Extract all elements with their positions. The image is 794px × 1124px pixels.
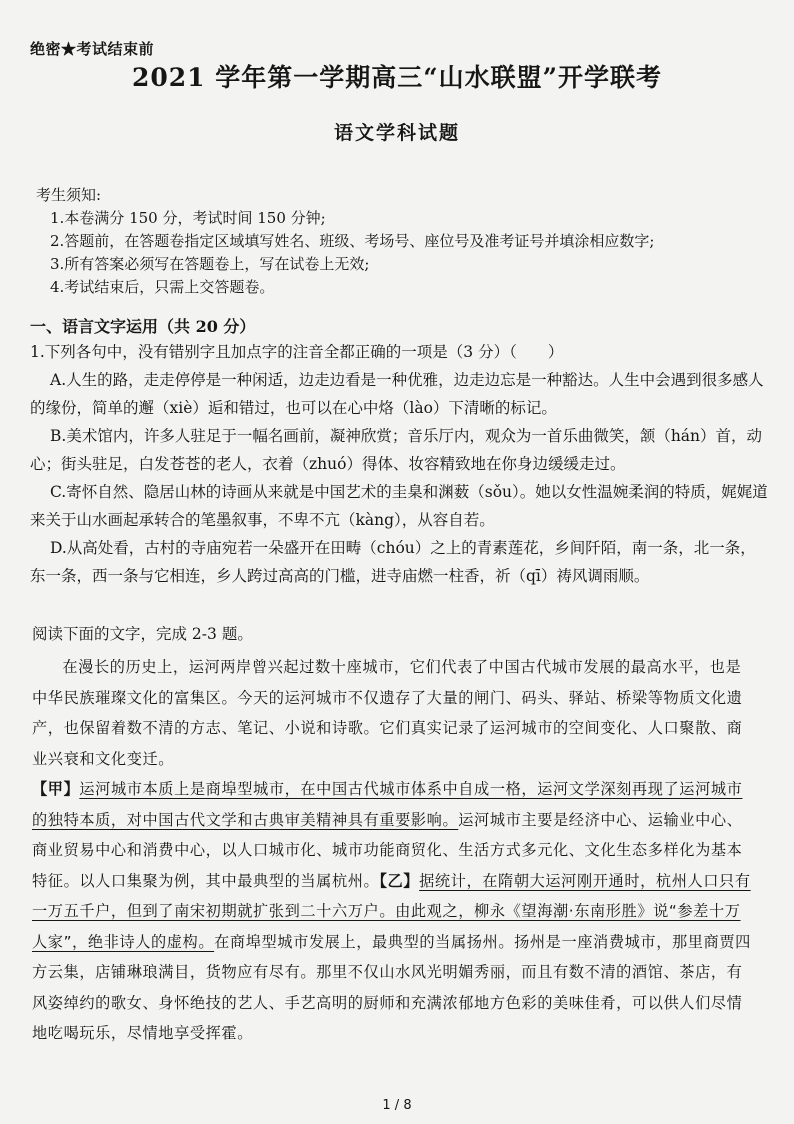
secret-label: 绝密★考试结束前 — [30, 40, 155, 58]
option-c: C.寄怀自然、隐居山林的诗画从来就是中国艺术的圭臬和渊薮（sǒu）。她以女性温婉柔润的特质，娓娓道来关于山水画起承转合的笔墨叙事，不卑不亢（kàng），从容自若。 — [30, 483, 768, 529]
underlined-sentence-jia: 运河城市本质上是商埠型城市，在中国古代城市体系中自成一格，运河文学深刻再现了运河城市的独特本质，对中国古代文学和古典审美精神具有重要影响。 — [32, 780, 743, 829]
candidate-notice — [36, 184, 654, 299]
option-b: B.美术馆内，许多人驻足于一幅名画前，凝神欣赏；音乐厅内，观众为一首乐曲微笑，颔（hán）首，动心；街头驻足，白发苍苍的老人，衣着（zhuó）得体、妆容精致地在你身边缓缓走过。 — [30, 427, 763, 473]
notice-item: 1.本卷满分 150 分，考试时间 150 分钟; — [50, 209, 326, 227]
passage-text: 运河城市主要是经济中心、运输业中心、商业贸易中心和消费中心，以人口城市化、城市功能商贸化、生活方式多元化、文化生态多样化为基本特征。以人口集聚为例，其中最典型的当属杭州。 — [32, 810, 743, 890]
question-1 — [30, 338, 770, 590]
exam-title: 2021 学年第一学期高三“山水联盟”开学联考 — [131, 63, 663, 92]
option-d: D.从高处看，古村的寺庙宛若一朵盛开在田畴（chóu）之上的青素莲花，乡间阡陌，南一条，北一条，东一条，西一条与它相连，乡人跨过高高的门槛，进寺庙燃一柱香，祈（qī）祷风调雨顺。 — [30, 539, 756, 585]
option-a: A.人生的路，走走停停是一种闲适，边走边看是一种优雅，边走边忘是一种豁达。人生中会遇到很多感人的缘份，简单的邂（xiè）逅和错过，也可以在心中烙（lào）下清晰的标记。 — [30, 371, 764, 417]
question-stem: 1.下列各句中，没有错别字且加点字的注音全都正确的一项是（3 分）（ ） — [30, 343, 564, 361]
notice-item: 4.考试结束后，只需上交答题卷。 — [50, 278, 275, 296]
passage-paragraph-2 — [32, 774, 752, 1049]
exam-subtitle: 语文学科试题 — [333, 122, 460, 144]
notice-item: 2.答题前，在答题卷指定区域填写姓名、班级、考场号、座位号及准考证号并填涂相应数字; — [50, 232, 655, 250]
mark-yi: 【乙】 — [379, 871, 420, 890]
underlined-sentence-yi: 据统计，在隋朝大运河刚开通时，杭州人口只有一万五千户，但到了南宋初期就扩张到二十六万户。由此观之，柳永《望海潮·东南形胜》说“参差十万人家”，绝非诗人的虚构。 — [32, 871, 751, 951]
notice-item: 3.所有答案必须写在答题卷上，写在试卷上无效; — [50, 255, 370, 273]
notice-heading: 考生须知: — [36, 186, 102, 204]
reading-passage — [32, 652, 752, 1049]
section-heading: 一、语言文字运用（共 20 分） — [30, 317, 256, 336]
page-number: 1 / 8 — [382, 1098, 412, 1113]
mark-jia: 【甲】 — [32, 780, 80, 798]
passage-text: 在商埠型城市发展上，最典型的当属扬州。扬州是一座消费城市，那里商贾四方云集，店铺琳琅满目，货物应有尽有。那里不仅山水风光明媚秀丽，而且有数不清的酒馆、茶店，有风姿绰约的歌女、身怀绝技的艺人、手艺高明的厨师和充满浓郁地方色彩的美味佳肴，可以供人们尽情地吃喝玩乐，尽情地享受挥霍。 — [32, 932, 751, 1042]
passage-paragraph-1: 在漫长的历史上，运河两岸曾兴起过数十座城市，它们代表了中国古代城市发展的最高水平，也是中华民族璀璨文化的富集区。今天的运河城市不仅遗存了大量的闸门、码头、驿站、桥梁等物质文化遗产，也保留着数不清的方志、笔记、小说和诗歌。它们真实记录了运河城市的空间变化、人口聚散、商业兴衰和文化变迁。 — [32, 658, 743, 768]
reading-instruction: 阅读下面的文字，完成 2-3 题。 — [32, 625, 253, 643]
